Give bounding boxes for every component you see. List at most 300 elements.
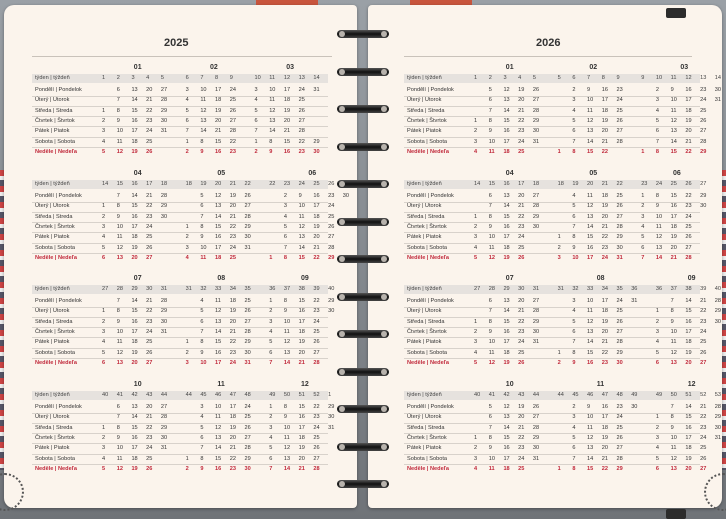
day-number: 15 [131,424,138,431]
day-number: 12 [587,434,594,441]
day-number: 16 [503,445,510,452]
day-number: 5 [283,223,288,230]
day-row [404,328,707,337]
day-number: 10 [116,328,123,335]
day-number: 24 [616,298,623,304]
week-number: 20 [587,181,594,187]
day-number: 11 [587,308,593,315]
day-number: 16 [313,193,320,199]
day-number: 1 [557,465,561,472]
day-number: 2 [269,414,273,421]
week-number: 32 [200,286,207,292]
week-number: 45 [572,392,579,398]
day-number: 17 [229,404,236,410]
day-number: 25 [313,434,320,441]
day-number: 7 [572,339,576,346]
day-number: 31 [160,328,168,335]
day-number: 27 [532,298,540,304]
day-number: 18 [685,339,692,346]
day-number: 11 [283,434,290,441]
day-number: 22 [601,234,608,241]
day-number: 20 [215,117,222,124]
day-number: 29 [532,318,540,325]
day-number: 31 [532,339,540,346]
day-row [404,403,722,412]
day-number: 30 [532,128,540,135]
day-number: 28 [160,193,168,199]
week-number: 52 [700,392,707,398]
day-label: Pondělí | Pondelok [407,404,454,410]
sunday-row [404,148,707,157]
day-number: 21 [146,298,153,304]
ring-hole [381,31,387,37]
day-number: 5 [488,87,492,93]
day-number: 17 [601,298,608,304]
day-label: Sobota | Sobota [35,455,76,462]
week-number: 10 [254,75,261,81]
day-number: 3 [474,234,478,241]
day-number: 20 [229,434,236,441]
day-label: Úterý | Utorok [407,308,442,315]
day-number: 4 [572,107,576,114]
day-number: 5 [200,424,204,431]
day-number: 13 [269,117,276,124]
day-number: 12 [116,349,123,356]
week-number: 17 [146,181,153,187]
day-number: 14 [269,128,276,135]
day-number: 1 [655,308,660,315]
day-number: 14 [215,213,222,220]
day-number: 20 [146,404,153,410]
day-number: 11 [670,107,677,114]
day-row [32,244,335,253]
week-number: 50 [670,392,677,398]
day-number: 23 [518,445,525,452]
day-number: 10 [488,455,495,462]
day-number: 4 [641,223,645,230]
day-number: 4 [102,138,106,145]
month-name: 12 [301,381,309,388]
day-number: 29 [700,193,707,199]
week-number: 10 [655,75,663,81]
day-number: 24 [146,445,153,452]
day-number: 25 [700,339,707,346]
day-number: 30 [244,234,251,241]
week-number: 5 [160,75,164,81]
day-number: 18 [685,445,692,452]
week-label: týden | týždeň [35,392,70,398]
week-number: 18 [557,181,564,187]
day-row [32,307,335,316]
day-number: 13 [215,318,222,325]
day-number: 9 [587,87,591,93]
week-number: 35 [616,286,623,292]
day-number: 2 [655,318,660,325]
day-number: 27 [532,193,540,199]
day-number: 20 [131,359,138,366]
day-number: 7 [488,107,492,114]
day-number: 18 [131,234,138,241]
day-number: 4 [572,193,576,199]
day-number: 13 [670,465,677,472]
day-number: 24 [518,138,525,145]
day-number: 25 [146,234,153,241]
day-number: 30 [328,308,335,315]
day-number: 3 [185,359,189,366]
day-number: 15 [670,193,677,199]
week-number: 2 [116,75,120,81]
week-number: 34 [229,286,236,292]
day-number: 14 [131,97,138,104]
week-number: 29 [131,286,138,292]
day-number: 5 [474,254,478,261]
day-number: 24 [685,213,692,220]
day-number: 28 [714,404,722,410]
day-number: 17 [215,244,222,251]
week-label: týden | týždeň [407,75,442,81]
day-number: 3 [269,318,273,325]
day-number: 17 [587,254,594,261]
day-number: 7 [488,203,492,210]
day-number: 18 [298,434,305,441]
day-number: 29 [616,465,623,472]
day-number: 24 [244,404,251,410]
day-number: 2 [557,244,561,251]
day-number: 29 [244,455,251,462]
day-number: 12 [215,424,222,431]
month-name: 11 [217,381,225,388]
day-number: 23 [601,359,608,366]
week-number: 41 [116,392,123,398]
week-number: 39 [313,286,320,292]
day-number: 15 [685,308,692,315]
day-number: 17 [298,424,305,431]
day-number: 5 [488,404,492,410]
day-number: 12 [116,244,123,251]
day-number: 13 [116,359,123,366]
week-number-row [404,391,722,400]
day-number: 2 [655,87,660,93]
day-number: 24 [518,455,525,462]
day-number: 28 [160,414,168,421]
day-number: 8 [655,193,660,199]
day-number: 22 [601,148,608,155]
ring-hole [339,444,345,450]
day-label: Neděle | Nedeľa [35,148,77,155]
day-number: 22 [146,107,153,114]
day-number: 14 [587,138,594,145]
day-number: 10 [670,434,677,441]
day-number: 25 [244,298,251,304]
day-number: 6 [572,128,576,135]
day-number: 30 [631,404,638,410]
day-row [32,349,328,358]
ring-hole [339,481,345,487]
day-number: 5 [102,148,106,155]
day-label: Úterý | Utorok [407,203,442,210]
day-number: 30 [700,203,707,210]
week-number: 14 [102,181,109,187]
day-number: 19 [601,203,608,210]
binding-ring [337,291,389,303]
day-number: 8 [572,234,576,241]
day-number: 6 [200,203,204,210]
day-number: 30 [328,414,335,421]
day-number: 13 [670,359,677,366]
day-number: 15 [215,138,222,145]
binding-ring [337,66,389,78]
quarter-block [404,379,722,479]
week-number: 17 [518,181,525,187]
day-number: 21 [700,298,707,304]
week-number: 44 [557,392,564,398]
day-number: 15 [587,234,594,241]
day-number: 9 [572,359,576,366]
day-number: 18 [670,223,677,230]
day-row [404,434,722,443]
day-number: 21 [518,308,525,315]
ring-hole [339,69,345,75]
week-number: 22 [616,181,623,187]
day-number: 29 [160,203,168,210]
day-number: 5 [269,445,273,452]
day-number: 16 [601,404,608,410]
day-number: 8 [488,318,492,325]
ring-hole [339,406,345,412]
day-number: 29 [160,424,168,431]
day-row [32,455,328,464]
day-number: 24 [146,128,153,135]
binding-ring [337,216,389,228]
day-number: 21 [670,254,677,261]
week-number: 13 [700,75,707,81]
day-number: 1 [102,107,106,114]
day-number: 6 [488,97,492,104]
elastic-band-top [666,8,686,18]
quarter-block [404,168,708,268]
ring-hole [381,144,387,150]
sunday-row [32,359,328,368]
day-number: 27 [160,404,168,410]
day-number: 15 [131,308,138,315]
day-number: 11 [587,193,593,199]
day-number: 27 [244,203,251,210]
day-number: 9 [670,318,674,325]
day-number: 8 [572,148,576,155]
day-number: 9 [116,213,120,220]
day-number: 24 [518,339,525,346]
day-number: 6 [641,244,645,251]
week-number: 7 [200,75,204,81]
day-number: 29 [328,404,335,410]
day-label: Pátek | Piatok [407,234,442,241]
day-number: 17 [503,339,510,346]
day-number: 14 [215,328,222,335]
day-number: 1 [254,138,258,145]
day-number: 5 [200,193,204,199]
day-number: 23 [601,244,608,251]
day-number: 10 [269,87,276,93]
day-number: 24 [518,234,525,241]
week-number: 26 [328,181,335,187]
day-number: 25 [616,193,623,199]
sunday-row [404,465,707,474]
day-number: 28 [244,445,251,452]
week-number: 13 [298,75,305,81]
year-title: 2025 [164,37,189,49]
quarter-block [32,379,336,479]
month-name: 06 [673,170,681,177]
day-number: 5 [655,117,660,124]
day-number: 8 [670,414,674,421]
day-number: 24 [700,328,707,335]
day-number: 19 [313,223,320,230]
day-number: 19 [131,244,138,251]
month-name: 03 [286,64,295,71]
day-number: 25 [146,138,153,145]
day-number: 14 [587,339,594,346]
ring-hole [381,294,387,300]
binding-ring [337,141,389,153]
day-number: 3 [102,445,106,452]
day-number: 7 [116,414,120,421]
day-number: 17 [131,328,138,335]
day-row [404,138,707,147]
binding-ring [337,253,389,265]
day-number: 5 [641,234,645,241]
day-number: 21 [229,213,236,220]
ring-hole [339,144,345,150]
day-number: 15 [131,203,138,210]
day-number: 4 [572,308,576,315]
week-number: 14 [474,181,481,187]
day-number: 2 [269,308,273,315]
day-number: 11 [215,414,221,421]
day-number: 7 [655,138,660,145]
day-number: 18 [601,424,608,431]
day-number: 14 [131,298,138,304]
day-number: 13 [503,298,510,304]
day-number: 24 [328,203,335,210]
day-number: 21 [146,414,153,421]
day-number: 26 [700,349,707,356]
day-number: 30 [160,434,168,441]
day-number: 31 [313,87,320,93]
day-number: 19 [503,254,510,261]
day-number: 26 [518,359,525,366]
day-number: 1 [641,148,645,155]
week-number: 34 [601,286,608,292]
day-number: 26 [146,148,153,155]
day-number: 3 [200,404,204,410]
day-label: Pondělí | Pondelok [35,87,82,93]
day-row [404,192,707,201]
day-number: 25 [700,107,707,114]
day-row [404,213,700,222]
day-number: 20 [670,244,677,251]
day-row [404,307,722,316]
week-number: 39 [700,286,707,292]
day-number: 15 [215,455,222,462]
day-number: 3 [474,138,478,145]
day-number: 13 [298,234,305,241]
binding-ring [337,178,389,190]
day-number: 14 [503,203,510,210]
day-number: 6 [572,445,576,452]
week-number-row [404,74,722,83]
day-number: 4 [102,339,106,346]
day-number: 15 [298,254,305,261]
day-number: 21 [298,465,305,472]
day-number: 3 [572,298,576,304]
day-number: 8 [572,349,576,356]
day-label: Neděle | Nedeľa [407,465,449,472]
day-number: 7 [572,455,576,462]
week-number: 37 [670,286,677,292]
day-label: Čtvrtek | Štvrtok [35,117,75,124]
day-number: 8 [655,148,660,155]
day-row [404,223,700,232]
day-number: 7 [572,223,576,230]
day-number: 4 [655,107,660,114]
day-number: 14 [655,254,663,261]
day-number: 8 [200,223,204,230]
day-number: 15 [298,298,305,304]
day-label: Neděle | Nedeľa [407,359,449,366]
week-number: 3 [131,75,135,81]
day-number: 23 [229,234,236,241]
day-number: 8 [116,107,120,114]
week-number: 26 [685,181,692,187]
week-number: 36 [269,286,276,292]
day-number: 15 [503,213,510,220]
day-number: 9 [572,244,576,251]
quarter-block [404,62,722,162]
week-number: 51 [298,392,305,398]
day-number: 28 [229,128,236,135]
ring-hole [339,331,345,337]
week-number: 49 [269,392,276,398]
day-number: 23 [700,424,707,431]
year-divider [404,56,692,57]
day-number: 12 [587,203,594,210]
day-number: 22 [146,308,153,315]
day-number: 11 [298,213,305,220]
week-number: 51 [685,392,692,398]
day-number: 7 [488,424,492,431]
day-number: 9 [670,87,674,93]
day-number: 8 [283,298,288,304]
day-number: 7 [200,213,204,220]
week-number: 12 [685,75,692,81]
day-number: 12 [655,234,663,241]
month-name: 09 [301,275,309,282]
week-number: 5 [557,75,561,81]
day-number: 26 [146,465,153,472]
day-number: 17 [685,97,692,104]
day-number: 9 [200,465,204,472]
day-number: 2 [185,349,189,356]
day-number: 15 [670,148,677,155]
day-number: 2 [474,128,478,135]
day-row [404,244,700,253]
week-number: 18 [160,181,168,187]
week-number: 24 [655,181,663,187]
day-number: 11 [283,328,290,335]
day-number: 15 [587,349,594,356]
day-number: 22 [601,465,608,472]
day-number: 31 [160,445,168,452]
